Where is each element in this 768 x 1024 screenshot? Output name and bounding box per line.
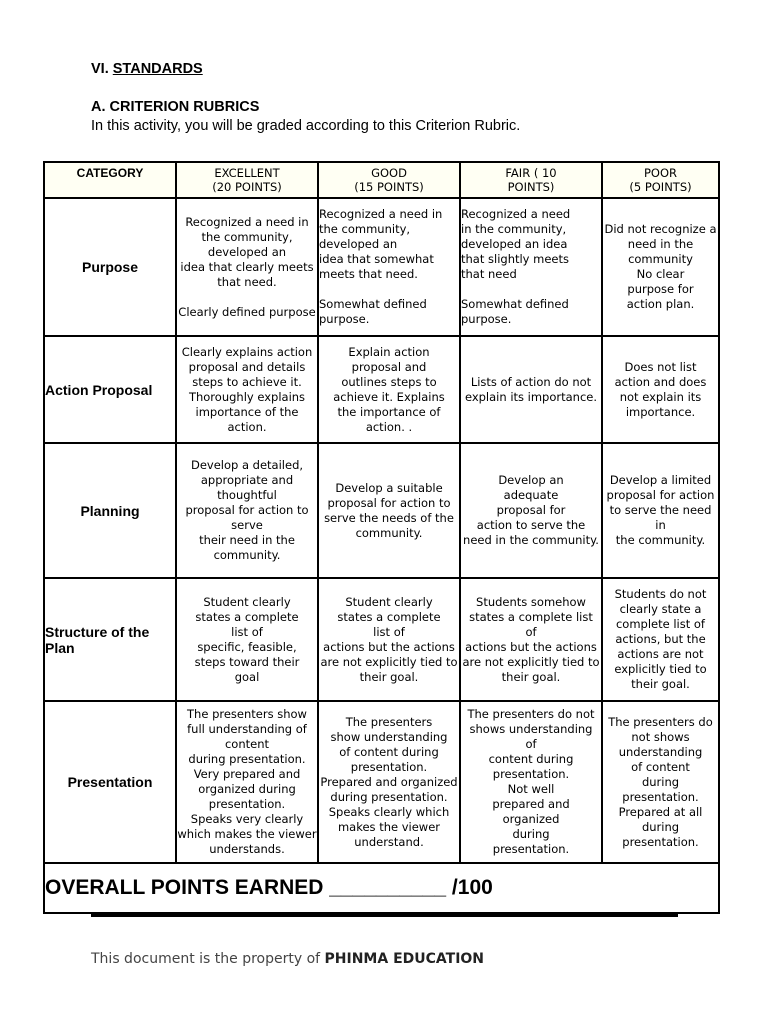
footer-prefix: This document is the property of — [91, 951, 325, 967]
footer-owner: PHINMA EDUCATION — [324, 951, 485, 967]
header-excellent: EXCELLENT (20 POINTS) — [176, 162, 318, 198]
cell-good: The presenters show understanding of content during presentation. Prepared and organized during presentation. Speaks clearly which makes the viewer understand. — [318, 701, 460, 863]
cell-excellent: Clearly explains action proposal and details steps to achieve it. Thoroughly explains importance of the action. — [176, 336, 318, 443]
header-fair: FAIR ( 10 POINTS) — [460, 162, 602, 198]
table-row — [44, 701, 719, 863]
category-presentation: Presentation — [44, 701, 176, 863]
section-title-text: STANDARDS — [112, 61, 203, 77]
cell-fair: Students somehow states a complete list of actions but the actions are not explicitly tied to their goal. — [460, 578, 602, 701]
cell-poor: Did not recognize a need in the community No clear purpose for action plan. — [602, 198, 719, 336]
header-category: CATEGORY — [44, 162, 176, 198]
category-structure-of-plan: Structure of the Plan — [44, 578, 176, 701]
cell-poor: Develop a limited proposal for action to serve the need in the community. — [602, 443, 719, 578]
table-header-row — [44, 162, 719, 198]
cell-excellent: The presenters show full understanding of content during presentation. Very prepared and organized during presentation. Speaks very clearly which makes the viewer understands. — [176, 701, 318, 863]
cell-fair: Lists of action do not explain its importance. — [460, 336, 602, 443]
cell-excellent: Develop a detailed, appropriate and thoughtful proposal for action to serve their need in the community. — [176, 443, 318, 578]
header-good: GOOD (15 POINTS) — [318, 162, 460, 198]
category-purpose: Purpose — [44, 198, 176, 336]
cell-excellent: Student clearly states a complete list of specific, feasible, steps toward their goal — [176, 578, 318, 701]
cell-poor: Students do not clearly state a complete list of actions, but the actions are not explicitly tied to their goal. — [602, 578, 719, 701]
overall-underline — [91, 914, 678, 917]
subsection-title: A. CRITERION RUBRICS — [91, 99, 260, 115]
overall-row — [44, 863, 719, 913]
section-number: VI. — [91, 61, 109, 77]
criterion-rubric-table — [43, 161, 720, 914]
overall-points-earned: OVERALL POINTS EARNED __________ /100 — [44, 863, 719, 913]
section-title — [91, 61, 203, 77]
cell-excellent: Recognized a need in the community, developed an idea that clearly meets that need. Clearly defined purpose — [176, 198, 318, 336]
table-row — [44, 198, 719, 336]
table-row — [44, 443, 719, 578]
category-action-proposal: Action Proposal — [44, 336, 176, 443]
header-poor: POOR (5 POINTS) — [602, 162, 719, 198]
cell-fair: Develop an adequate proposal for action to serve the need in the community. — [460, 443, 602, 578]
category-planning: Planning — [44, 443, 176, 578]
cell-good: Develop a suitable proposal for action to serve the needs of the community. — [318, 443, 460, 578]
table-row — [44, 336, 719, 443]
intro-text: In this activity, you will be graded according to this Criterion Rubric. — [91, 118, 521, 134]
cell-good: Recognized a need in the community, developed an idea that somewhat meets that need. Somewhat defined purpose. — [318, 198, 460, 336]
cell-good: Student clearly states a complete list of actions but the actions are not explicitly tied to their goal. — [318, 578, 460, 701]
cell-fair: The presenters do not shows understanding of content during presentation. Not well prepared and organized during presentation. — [460, 701, 602, 863]
cell-good: Explain action proposal and outlines steps to achieve it. Explains the importance of action. . — [318, 336, 460, 443]
cell-fair: Recognized a need in the community, developed an idea that slightly meets that need Somewhat defined purpose. — [460, 198, 602, 336]
table-row — [44, 578, 719, 701]
footer-notice — [91, 951, 484, 967]
cell-poor: The presenters do not shows understanding of content during presentation. Prepared at all during presentation. — [602, 701, 719, 863]
cell-poor: Does not list action and does not explain its importance. — [602, 336, 719, 443]
